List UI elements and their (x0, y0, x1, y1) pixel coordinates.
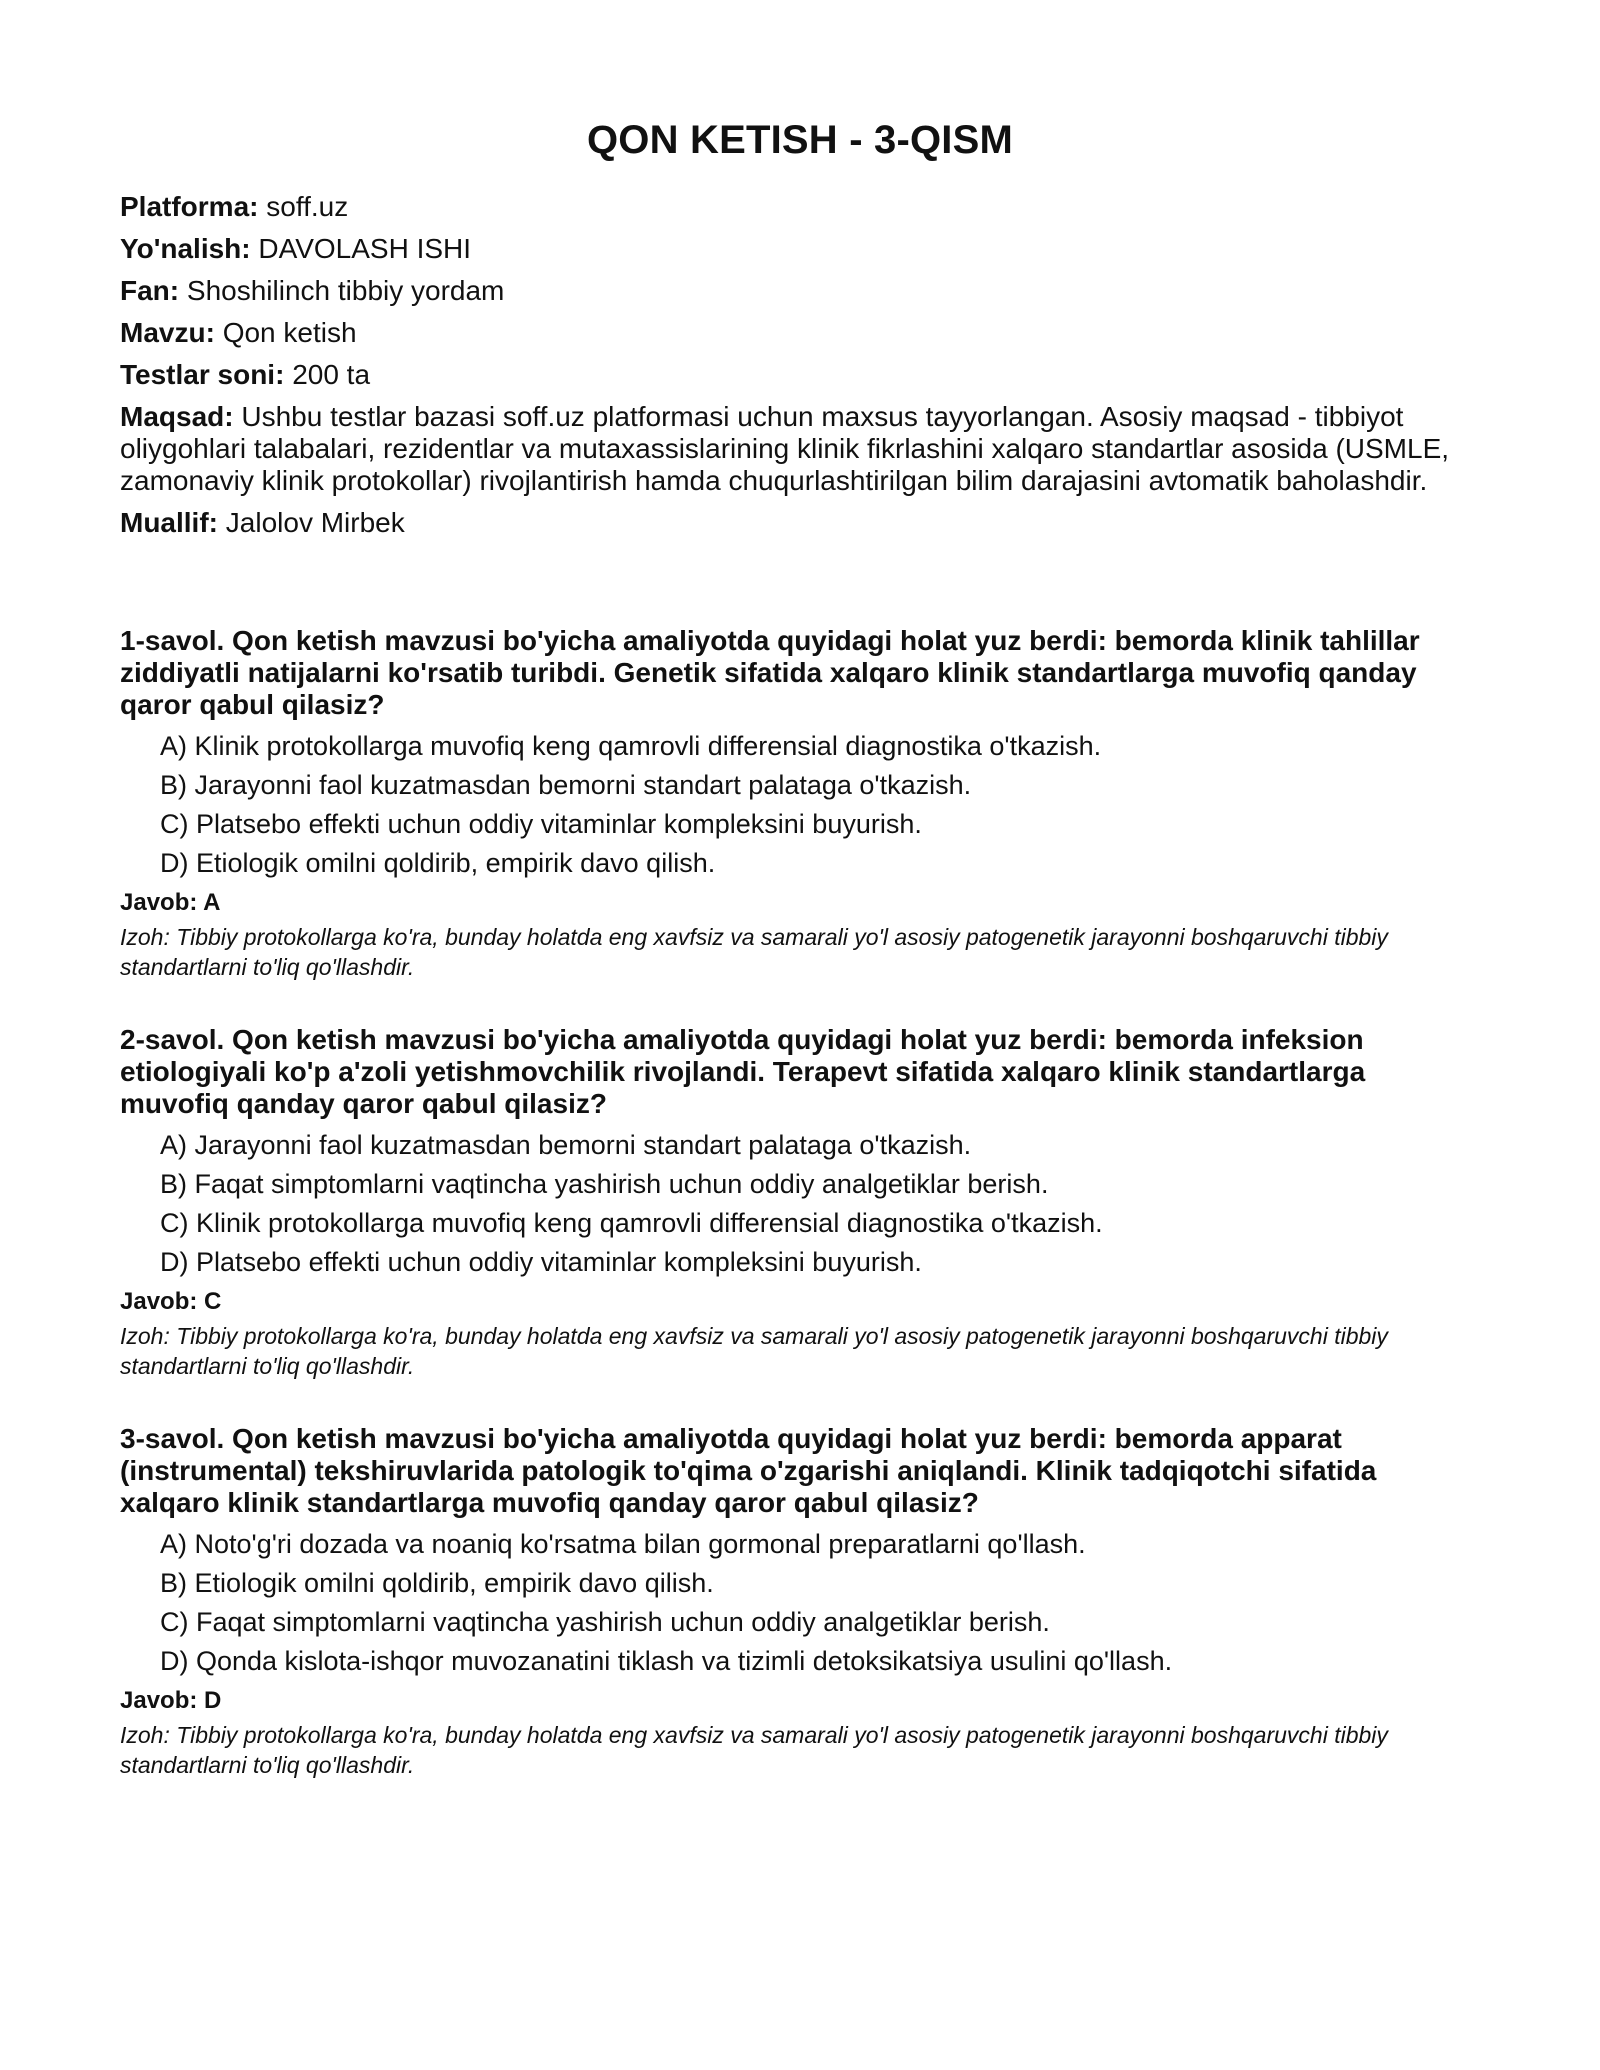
answer-option-d: D) Platsebo effekti uchun oddiy vitaminlar kompleksini buyurish. (160, 1247, 922, 1277)
question-text: 2-savol. Qon ketish mavzusi bo'yicha amaliyotda quyidagi holat yuz berdi: bemorda infeksion etiologiyali ko'p a'zoli yetishmovchilik rivojlandi. Terapevt sifatida xalqaro klinik standartlarga muvofiq qanday qaror qabul qilasiz? (120, 1024, 1366, 1119)
explanation-note: Izoh: Tibbiy protokollarga ko'ra, bunday holatda eng xavfsiz va samarali yo'l asosiy patogenetik jarayonni boshqaruvchi tibbiy standartlarni to'liq qo'llashdir. (120, 924, 1388, 980)
question-1 (120, 625, 1480, 982)
answer-option-b: B) Etiologik omilni qoldirib, empirik davo qilish. (160, 1568, 714, 1598)
question-text: 1-savol. Qon ketish mavzusi bo'yicha amaliyotda quyidagi holat yuz berdi: bemorda klinik tahlillar ziddiyatli natijalarni ko'rsatib turibdi. Genetik sifatida xalqaro klinik standartlarga muvofiq qanday qaror qabul qilasiz? (120, 625, 1420, 720)
meta-label: Maqsad: (120, 401, 234, 432)
answer-option-d: D) Etiologik omilni qoldirib, empirik davo qilish. (160, 848, 716, 878)
question-3 (120, 1423, 1480, 1780)
section-spacer (120, 549, 1480, 625)
meta-subject (120, 275, 1480, 307)
answer-option-d: D) Qonda kislota-ishqor muvozanatini tiklash va tizimli detoksikatsiya usulini qo'llash. (160, 1646, 1173, 1676)
meta-label: Muallif: (120, 507, 218, 538)
meta-value: 200 ta (292, 359, 371, 390)
meta-author (120, 507, 1480, 539)
document-title: QON KETISH - 3-QISM (586, 118, 1014, 162)
explanation-note: Izoh: Tibbiy protokollarga ko'ra, bunday holatda eng xavfsiz va samarali yo'l asosiy patogenetik jarayonni boshqaruvchi tibbiy standartlarni to'liq qo'llashdir. (120, 1722, 1388, 1778)
meta-test-count (120, 359, 1480, 391)
metadata-section (120, 191, 1480, 539)
answer-option-a: A) Jarayonni faol kuzatmasdan bemorni standart palataga o'tkazish. (160, 1130, 972, 1160)
meta-platform (120, 191, 1480, 223)
answer-option-a: A) Noto'g'ri dozada va noaniq ko'rsatma bilan gormonal preparatlarni qo'llash. (160, 1529, 1086, 1559)
meta-value: Jalolov Mirbek (225, 507, 405, 538)
question-text: 3-savol. Qon ketish mavzusi bo'yicha amaliyotda quyidagi holat yuz berdi: bemorda apparat (instrumental) tekshiruvlarida patologik to'qima o'zgarishi aniqlandi. Klinik tadqiqotchi sifatida xalqaro klinik standartlarga muvofiq qanday qaror qabul qilasiz? (120, 1423, 1377, 1518)
correct-answer: Javob: D (120, 1687, 222, 1714)
correct-answer: Javob: A (120, 889, 221, 916)
question-2 (120, 1024, 1480, 1381)
meta-value: Shoshilinch tibbiy yordam (186, 275, 505, 306)
correct-answer: Javob: C (120, 1288, 222, 1315)
meta-value: Qon ketish (222, 317, 357, 348)
document-page (120, 118, 1480, 1822)
meta-value: Ushbu testlar bazasi soff.uz platformasi uchun maxsus tayyorlangan. Asosiy maqsad - tibbiyot oliygohlari talabalari, rezidentlar va mutaxassislarining klinik fikrlashini xalqaro standartlar asosida (USMLE, zamonaviy klinik protokollar) rivojlantirish hamda chuqurlashtirilgan bilim darajasini avtomatik baholashdir. (120, 401, 1450, 496)
answer-option-c: C) Platsebo effekti uchun oddiy vitaminlar kompleksini buyurish. (160, 809, 922, 839)
meta-value: soff.uz (266, 191, 349, 222)
meta-value: DAVOLASH ISHI (258, 233, 472, 264)
meta-label: Testlar soni: (120, 359, 285, 390)
answer-option-c: C) Klinik protokollarga muvofiq keng qamrovli differensial diagnostika o'tkazish. (160, 1208, 1103, 1238)
meta-topic (120, 317, 1480, 349)
meta-label: Fan: (120, 275, 180, 306)
meta-purpose (120, 401, 1480, 497)
answer-option-b: B) Faqat simptomlarni vaqtincha yashirish uchun oddiy analgetiklar berish. (160, 1169, 1049, 1199)
answer-option-c: C) Faqat simptomlarni vaqtincha yashirish uchun oddiy analgetiklar berish. (160, 1607, 1050, 1637)
explanation-note: Izoh: Tibbiy protokollarga ko'ra, bunday holatda eng xavfsiz va samarali yo'l asosiy patogenetik jarayonni boshqaruvchi tibbiy standartlarni to'liq qo'llashdir. (120, 1323, 1388, 1379)
answer-option-b: B) Jarayonni faol kuzatmasdan bemorni standart palataga o'tkazish. (160, 770, 972, 800)
answer-option-a: A) Klinik protokollarga muvofiq keng qamrovli differensial diagnostika o'tkazish. (160, 731, 1102, 761)
meta-label: Mavzu: (120, 317, 215, 348)
meta-label: Platforma: (120, 191, 259, 222)
meta-direction (120, 233, 1480, 265)
meta-label: Yo'nalish: (120, 233, 251, 264)
